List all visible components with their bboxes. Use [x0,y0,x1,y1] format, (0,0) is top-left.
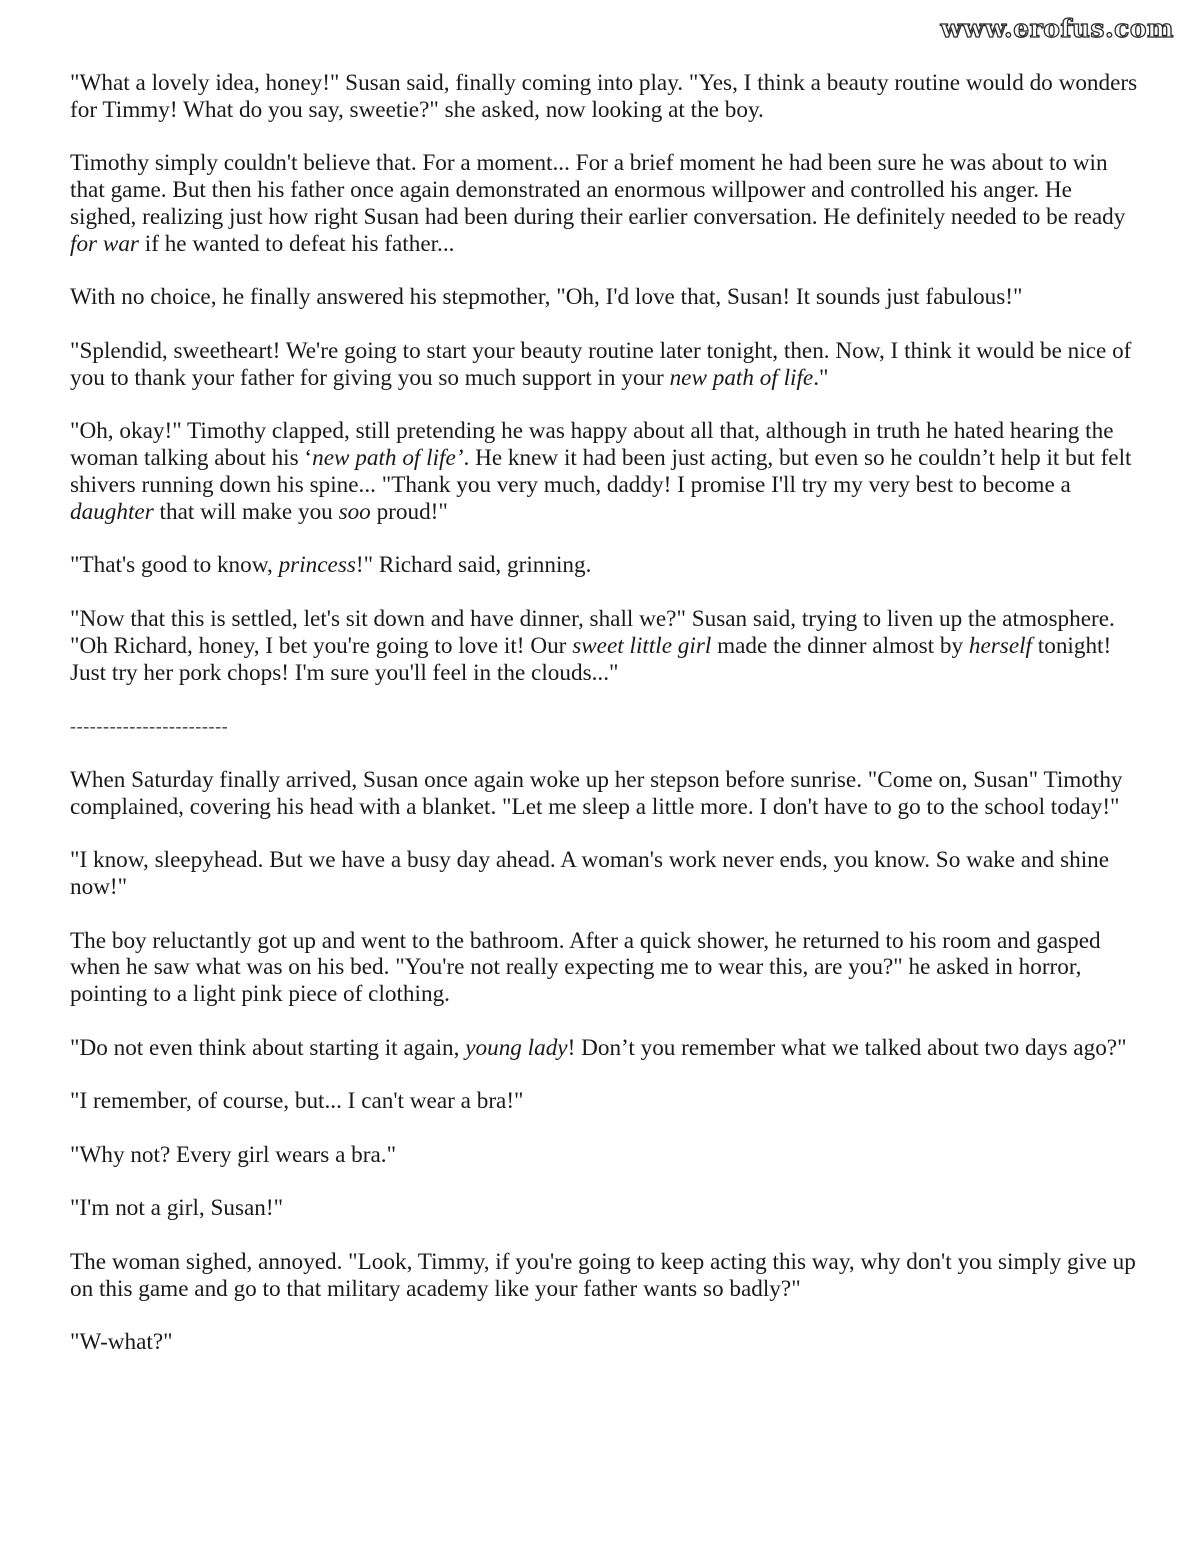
paragraph-text: ------------------------ [70,716,229,737]
paragraph-text: "I remember, of course, but... I can't wear a bra!" [70,1088,524,1115]
paragraph-text: "That's good to know, [70,552,279,579]
emphasis-text: young lady [465,1034,568,1061]
paragraph-text: "What a lovely idea, honey!" Susan said, finally coming into play. "Yes, I think a beauty routine would do wonders for Timmy! What do you say, sweetie?" she asked, now looking at the boy. [70,70,1138,123]
paragraph-text: that will make you [153,498,339,525]
emphasis-text: sweet little girl [572,632,712,659]
paragraph-text: proud!" [370,498,448,525]
emphasis-text: new path of life [669,364,814,391]
paragraph-text: "W-what?" [70,1329,173,1356]
paragraph-text: made the dinner almost by [711,632,969,659]
paragraph [70,847,1140,901]
document-body [70,70,1140,1383]
paragraph-text: When Saturday finally arrived, Susan once again woke up her stepson before sunrise. "Come on, Susan" Timothy complained, covering his head with a blanket. "Let me sleep a little more. I don't have to go to the school today!" [70,766,1123,820]
paragraph-text: Timothy simply couldn't believe that. For a moment... For a brief moment he had been sure he was about to win that game. But then his father once again demonstrated an enormous willpower and controlled his anger. He sighed, realizing just how right Susan had been during their earlier conversation. He definitely needed to be ready [70,150,1126,230]
paragraph [70,606,1140,686]
paragraph-text: The boy reluctantly got up and went to the bathroom. After a quick shower, he returned to his room and gasped when he saw what was on his bed. "You're not really expecting me to wear this, are you?" he asked in horror, pointing to a light pink piece of clothing. [70,927,1101,1008]
paragraph-text: tonight! Just try her pork chops! I'm sure you'll feel in the clouds..." [70,632,1112,686]
paragraph-text: The woman sighed, annoyed. "Look, Timmy, if you're going to keep acting this way, why don't you simply give up on this game and go to that military academy like your father wants so badly?" [70,1249,1136,1302]
paragraph-text: . He knew it had been just acting, but even so he couldn’t help it but felt shivers running down his spine... "Thank you very much, daddy! I promise I'll try my very best to become a [70,445,1132,498]
paragraph-text: ." [813,364,829,391]
paragraph [70,1329,1140,1356]
emphasis-text: soo [338,498,371,525]
paragraph-text: With no choice, he finally answered his stepmother, "Oh, I'd love that, Susan! It sounds just fabulous!" [70,284,1023,311]
emphasis-text: princess [278,552,356,579]
paragraph [70,1195,1140,1222]
emphasis-text: daughter [70,498,154,525]
emphasis-text: herself [968,632,1032,659]
paragraph [70,767,1140,821]
paragraph [70,1035,1140,1062]
paragraph [70,1142,1140,1169]
paragraph [70,150,1140,257]
emphasis-text: new path of life’ [312,445,464,472]
paragraph-text: "I know, sleepyhead. But we have a busy day ahead. A woman's work never ends, you know. So wake and shine now!" [70,847,1110,900]
paragraph [70,418,1140,525]
paragraph [70,552,1140,579]
paragraph [70,70,1140,124]
section-separator [70,713,1140,740]
paragraph-text: "Now that this is settled, let's sit down and have dinner, shall we?" Susan said, trying to liven up the atmosphere. "Oh Richard, honey, I bet you're going to love it! Our [70,605,1115,659]
paragraph-text: "Oh, okay!" Timothy clapped, still pretending he was happy about all that, although in truth he hated hearing the woman talking about his ‘ [70,418,1114,472]
emphasis-text: for war [70,230,139,257]
paragraph-text: ! Don’t you remember what we talked about two days ago?" [567,1034,1127,1061]
paragraph [70,928,1140,1008]
site-watermark: www.erofus.com [940,14,1174,43]
paragraph-text: "I'm not a girl, Susan!" [70,1195,284,1222]
paragraph-text: if he wanted to defeat his father... [138,230,455,257]
paragraph-text: "Do not even think about starting it again, [70,1034,466,1061]
paragraph-text: "Splendid, sweetheart! We're going to start your beauty routine later tonight, then. Now, I think it would be nice of you to thank your father for giving you so much support in your [70,337,1132,391]
paragraph [70,1088,1140,1115]
paragraph [70,338,1140,392]
paragraph-text: !" Richard said, grinning. [355,552,592,579]
paragraph [70,284,1140,311]
paragraph-text: "Why not? Every girl wears a bra." [70,1141,397,1168]
paragraph [70,1249,1140,1303]
